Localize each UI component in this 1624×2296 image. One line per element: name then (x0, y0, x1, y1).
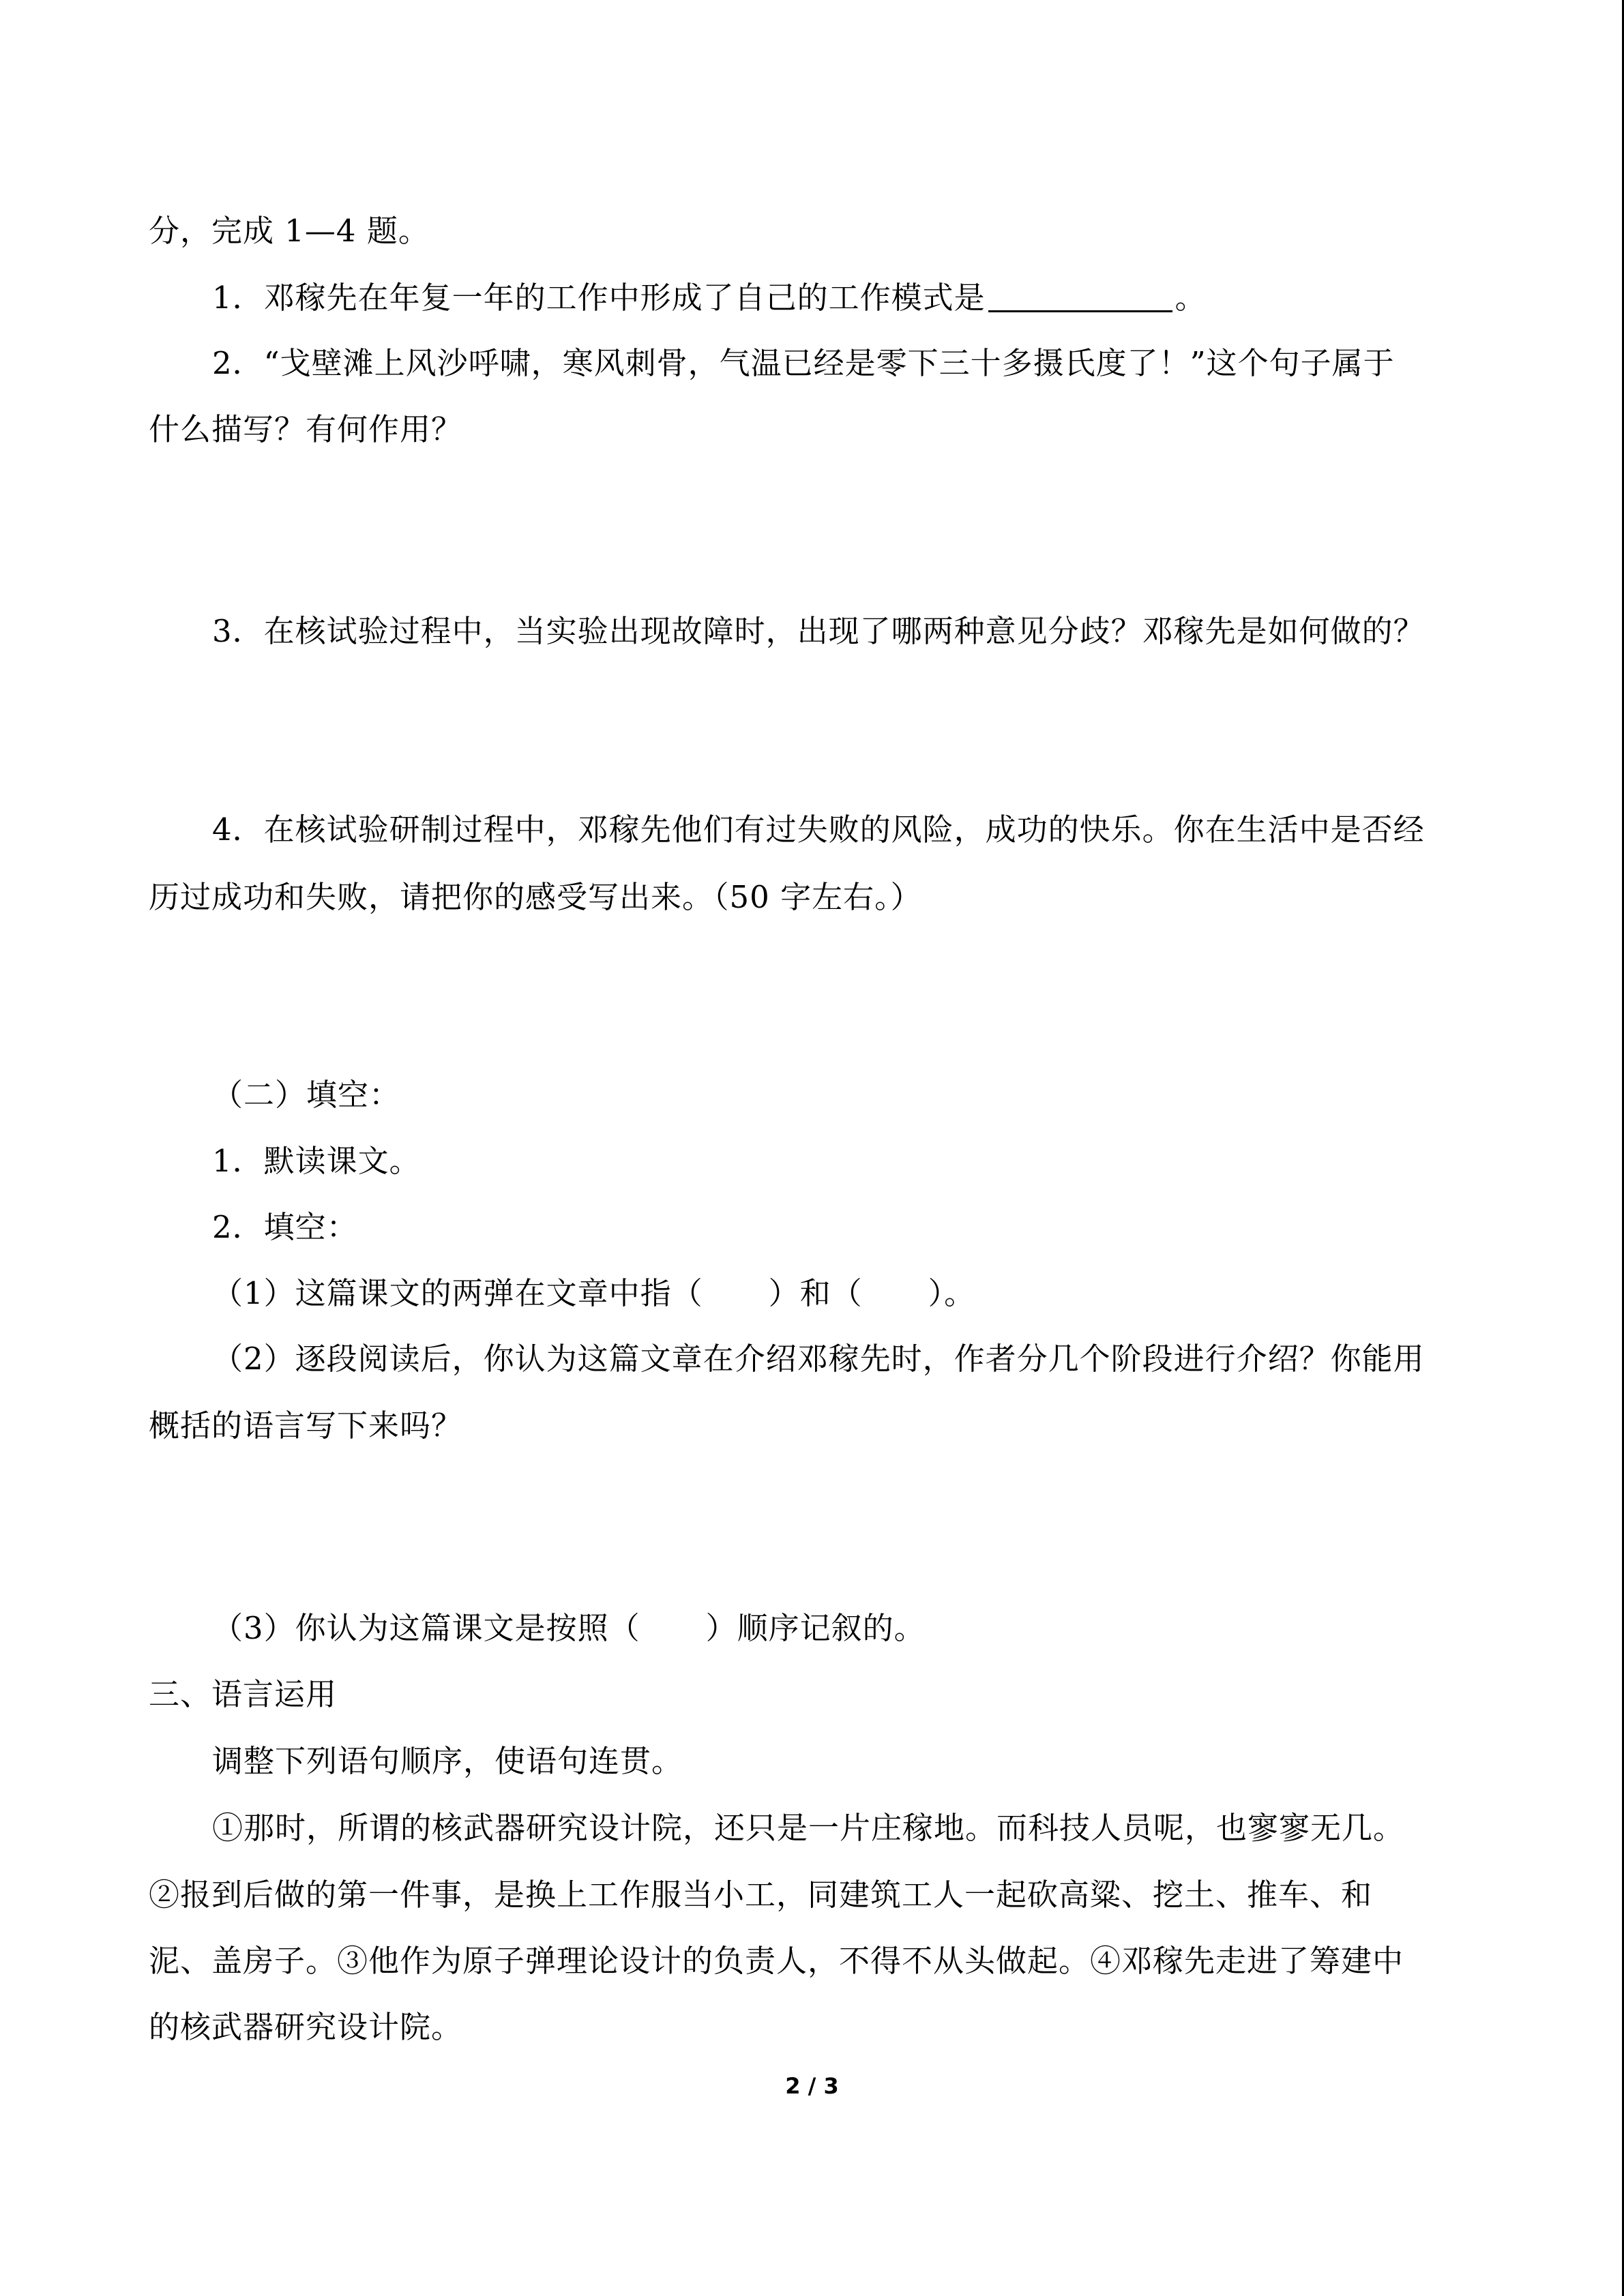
section-2-item-2: 2．填空： (212, 1209, 358, 1245)
fill-blank-1-text-a: （1）这篇课文的两弹在文章中指（ (212, 1275, 703, 1311)
fill-blank-2-line-2: 概括的语言写下来吗？ (149, 1407, 463, 1444)
section-3-title: 三、语言运用 (149, 1676, 338, 1712)
section-2-item-1: 1．默读课文。 (212, 1143, 421, 1179)
fill-blank-1-text-c: ）。 (928, 1275, 976, 1311)
section-2-title: （二）填空： (212, 1077, 401, 1113)
fill-blank-3 (212, 1608, 926, 1649)
fill-blank-1-text-b: ）和（ (768, 1275, 863, 1311)
question-4-line-2: 历过成功和失败，请把你的感受写出来。（50 字左右。） (149, 879, 922, 915)
fill-blank-3-text-a: （3）你认为这篇课文是按照（ (212, 1610, 640, 1646)
fill-blank-3-text-b: ）顺序记叙的。 (705, 1610, 926, 1646)
section-3-paragraph-line-4: 的核武器研究设计院。 (149, 2009, 463, 2045)
fill-blank-2-line-1: （2）逐段阅读后，你认为这篇文章在介绍邓稼先时，作者分几个阶段进行介绍？你能用 (212, 1341, 1425, 1377)
section-3-paragraph-line-1: ①那时，所谓的核武器研究设计院，还只是一片庄稼地。而科技人员呢，也寥寥无几。 (212, 1810, 1405, 1846)
passage-continuation: 分，完成 1—4 题。 (149, 213, 430, 249)
section-3-paragraph-line-2: ②报到后做的第一件事，是换上工作服当小工，同建筑工人一起砍高粱、挖土、推车、和 (149, 1877, 1373, 1913)
section-3-instruction: 调整下列语句顺序，使语句连贯。 (212, 1743, 683, 1779)
section-3-paragraph-line-3: 泥、盖房子。③他作为原子弹理论设计的负责人，不得不从头做起。④邓稼先走进了筹建中 (149, 1943, 1404, 1979)
fill-blank-1 (212, 1273, 975, 1314)
question-2-line-2: 什么描写？有何作用？ (149, 411, 463, 447)
page-number: 2 / 3 (785, 2073, 839, 2099)
question-1-end: 。 (1175, 280, 1207, 316)
question-2-line-1: 2．“戈壁滩上风沙呼啸，寒风刺骨，气温已经是零下三十多摄氏度了！”这个句子属于 (212, 345, 1395, 381)
question-3: 3．在核试验过程中，当实验出现故障时，出现了哪两种意见分歧？邓稼先是如何做的？ (212, 613, 1425, 649)
question-4-line-1: 4．在核试验研制过程中，邓稼先他们有过失败的风险，成功的快乐。你在生活中是否经 (212, 811, 1425, 848)
question-1 (212, 278, 1207, 318)
question-1-text: 1．邓稼先在年复一年的工作中形成了自己的工作模式是 (212, 280, 986, 316)
answer-blank[interactable] (988, 280, 1172, 312)
